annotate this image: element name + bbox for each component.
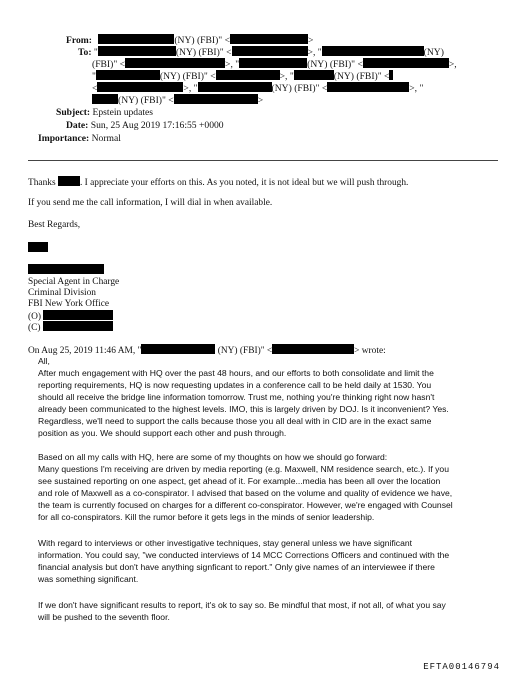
send-line: If you send me the call information, I will dial in when available. [28,198,273,208]
date-value: Sun, 25 Aug 2019 17:16:55 +0000 [90,120,224,131]
quote-intro: On Aug 25, 2019 11:46 AM, " (NY) (FBI)" < > wrote: [28,346,386,356]
redaction [389,70,393,80]
subject-row [56,107,153,118]
redaction [198,82,272,92]
to-row-4: < >, " (NY) (FBI)" < >, " [92,83,424,94]
to-row-1: To: " (NY) (FBI)" < >, " (NY) [78,47,444,58]
document-id: EFTA00146794 [423,662,500,672]
signature-fullname [28,264,104,277]
redaction [97,82,183,92]
redaction [230,34,308,44]
redaction [92,94,118,104]
redaction [239,58,307,68]
redaction [141,344,215,354]
redaction [322,46,424,56]
from-value: (NY) (FBI)" < [174,35,231,46]
signature-office: FBI New York Office [28,299,110,309]
signature-cell-phone: (C) [28,321,113,334]
redaction [98,46,176,56]
to-label: To: [78,47,92,58]
redaction [294,70,334,80]
to-row-5: (NY) (FBI)" < > [92,94,263,106]
to-row-3: " (NY) (FBI)" < >, " (NY) (FBI)" < [92,70,393,82]
subject-value: Epstein updates [92,107,153,118]
regards: Best Regards, [28,220,81,230]
redaction [272,344,354,354]
redaction [363,58,449,68]
redaction [98,34,174,44]
from-row: From: (NY) (FBI)" < > [66,35,314,46]
thanks-line: Thanks . I appreciate your efforts on this. As you noted, it is not ideal but we will push through. [28,178,409,188]
signature-division: Criminal Division [28,288,96,298]
subject-label: Subject: [56,107,91,118]
redaction [327,82,409,92]
date-label: Date: [66,120,89,131]
redaction [43,321,113,331]
signature-name [28,242,48,255]
redaction [43,310,113,320]
redaction [216,70,280,80]
quote-greeting: All, [38,356,50,366]
redaction [28,264,104,274]
redaction [232,46,308,56]
importance-label: Importance: [38,133,90,144]
date-row [66,120,224,131]
redaction [96,70,160,80]
redaction [58,176,80,186]
signature-office-phone: (O) [28,310,113,323]
redaction [28,242,48,252]
redaction [125,58,225,68]
header-divider [28,160,498,161]
from-label: From: [66,35,92,46]
importance-row [38,133,121,144]
signature-title: Special Agent in Charge [28,277,120,287]
to-row-2: (FBI)" < >, " (NY) (FBI)" < >, [92,59,457,70]
redaction [174,94,258,104]
importance-value: Normal [91,133,121,144]
